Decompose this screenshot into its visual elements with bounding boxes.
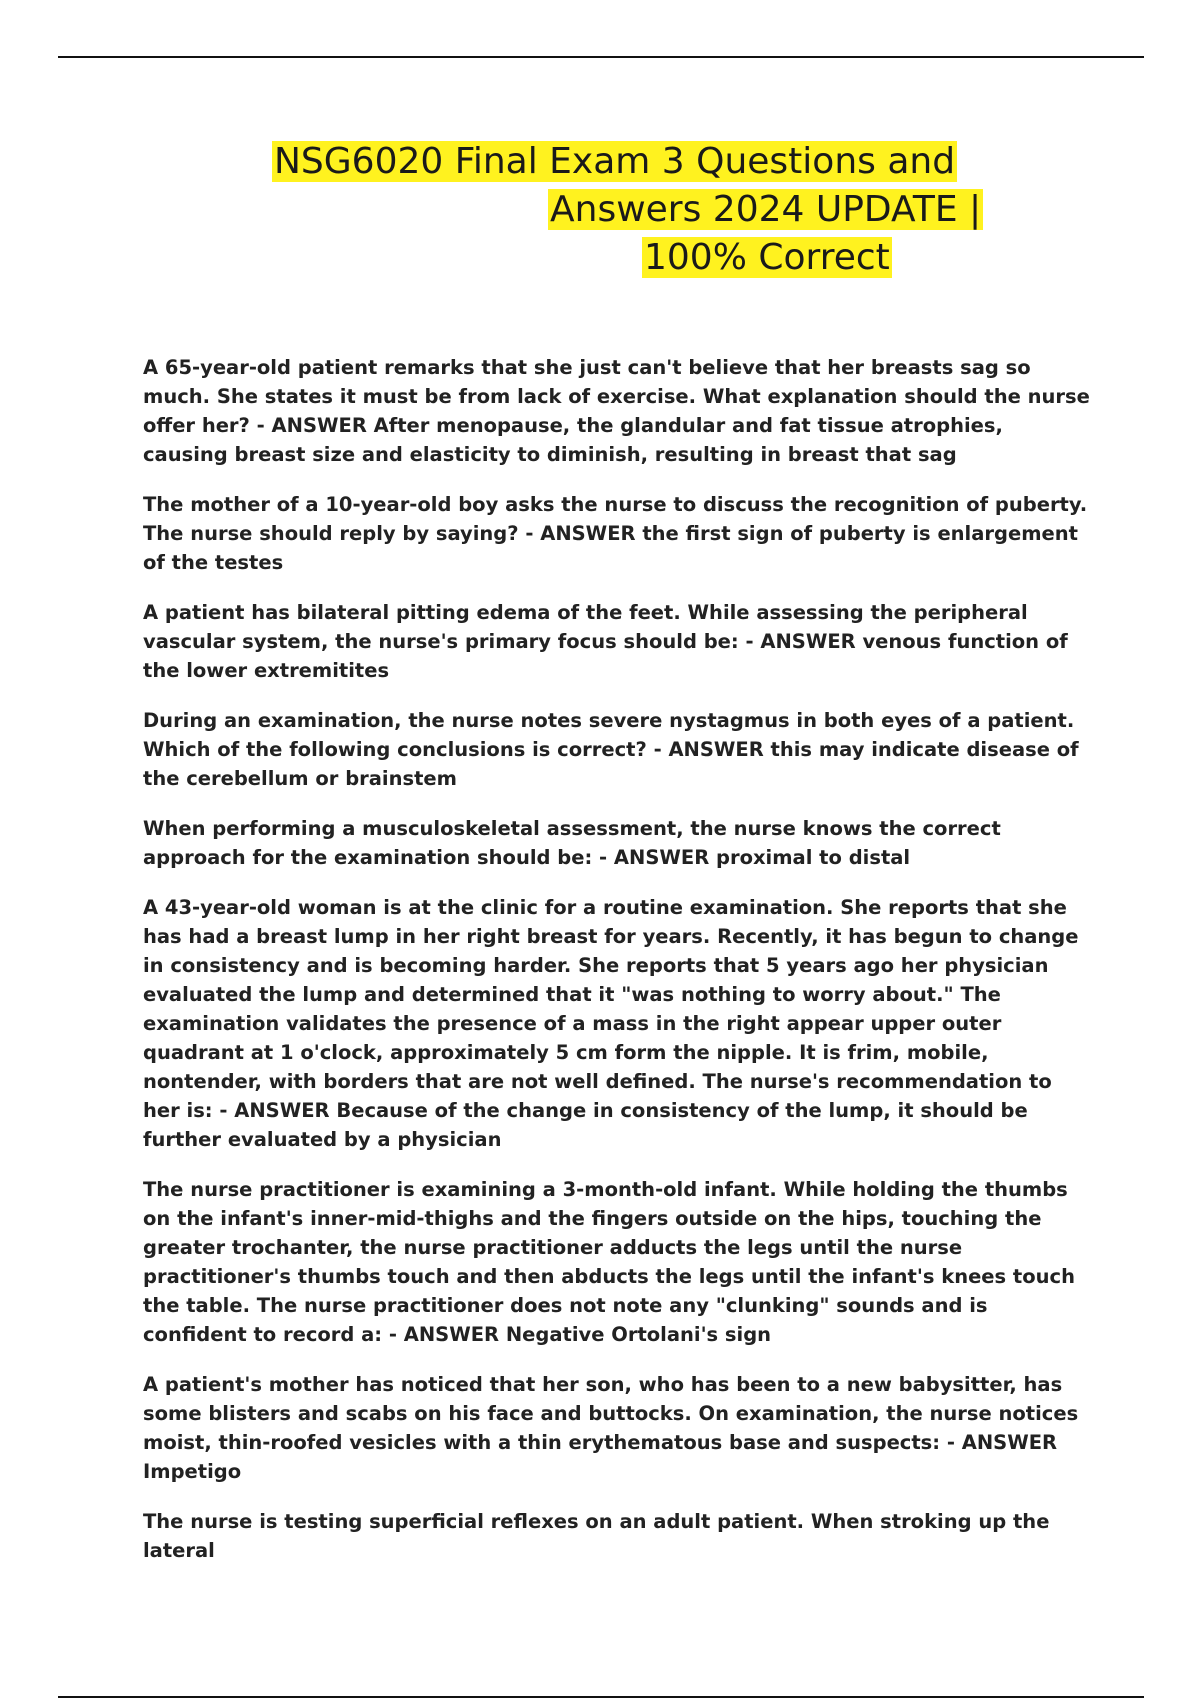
qa-item-7: The nurse practitioner is examining a 3-month-old infant. While holding the thumbs on the infant's inner-mid-thighs and the fingers outside on the hips, touching the greater trochanter, the nurse practitioner adducts the legs until the nurse practitioner's thumbs touch and then abducts the legs until the infant's knees touch the table. The nurse practitioner does not note any "clunking" sounds and is confident to record a: - ANSWER Negative Ortolani's sign: [143, 1178, 1075, 1346]
qa-item-8: A patient's mother has noticed that her son, who has been to a new babysitter, has some blisters and scabs on his face and buttocks. On examination, the nurse notices moist, thin-roofed vesicles with a thin erythematous base and suspects: - ANSWER Impetigo: [143, 1373, 1079, 1483]
title-line-3: [642, 234, 892, 282]
title-line-2-text: Answers 2024 UPDATE |: [550, 189, 982, 230]
title-line-1-text: NSG6020 Final Exam 3 Questions and: [274, 141, 956, 182]
qa-item-4: During an examination, the nurse notes severe nystagmus in both eyes of a patient. Which of the following conclusions is correct? - ANSWER this may indicate disease of the cerebellum or brainstem: [143, 709, 1079, 790]
qa-item-2: The mother of a 10-year-old boy asks the nurse to discuss the recognition of puberty. The nurse should reply by saying? - ANSWER the first sign of puberty is enlargement of the testes: [143, 493, 1088, 574]
title-line-1: [272, 138, 957, 186]
qa-item-1: A 65-year-old patient remarks that she just can't believe that her breasts sag so much. She states it must be from lack of exercise. What explanation should the nurse offer her? - ANSWER After menopause, the glandular and fat tissue atrophies, causing breast size and elasticity to diminish, resulting in breast that sag: [143, 356, 1090, 466]
qa-list: [143, 353, 1093, 1586]
title-line-3-text: 100% Correct: [644, 237, 890, 278]
top-rule: [58, 56, 1144, 58]
qa-item-5: When performing a musculoskeletal assessment, the nurse knows the correct approach for the examination should be: - ANSWER proximal to distal: [143, 817, 1001, 869]
title-line-2: [548, 186, 983, 234]
bottom-rule: [58, 1696, 1144, 1698]
qa-item-6: A 43-year-old woman is at the clinic for a routine examination. She reports that she has had a breast lump in her right breast for years. Recently, it has begun to change in consistency and is becoming harder. She reports that 5 years ago her physician evaluated the lump and determined that it "was nothing to worry about." The examination validates the presence of a mass in the right appear upper outer quadrant at 1 o'clock, approximately 5 cm form the nipple. It is frim, mobile, nontender, with borders that are not well defined. The nurse's recommendation to her is: - ANSWER Because of the change in consistency of the lump, it should be further evaluated by a physician: [143, 896, 1079, 1151]
qa-item-3: A patient has bilateral pitting edema of the feet. While assessing the peripheral vascular system, the nurse's primary focus should be: - ANSWER venous function of the lower extremitites: [143, 601, 1068, 682]
qa-item-9: The nurse is testing superficial reflexes on an adult patient. When stroking up the lateral: [143, 1510, 1050, 1562]
